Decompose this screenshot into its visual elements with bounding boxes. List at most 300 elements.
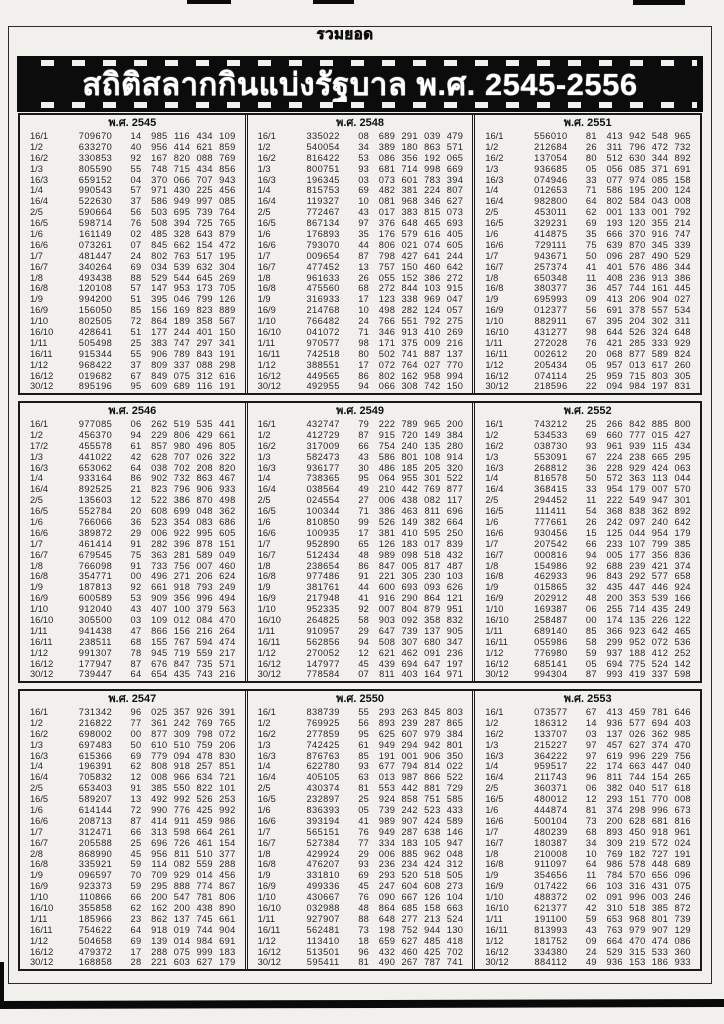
prize-3digit-4: 836 <box>674 549 691 560</box>
prize-2digit: 17 <box>130 946 142 957</box>
prize-3digit-1: 435 <box>606 582 623 593</box>
prize-3digit-4: 418 <box>446 935 464 946</box>
prize-first-6digit: 982800 <box>534 196 568 207</box>
prize-3digit-1: 395 <box>606 316 623 327</box>
prize-3digit-2: 847 <box>173 658 191 669</box>
prize-3digit-3: 947 <box>651 495 669 506</box>
prize-3digit-3: 438 <box>196 903 213 914</box>
prize-3digit-4: 721 <box>219 772 236 783</box>
prize-2digit: 58 <box>585 636 597 647</box>
prize-3digit-3: 084 <box>196 615 213 626</box>
draw-row <box>477 207 698 218</box>
prize-first-6digit: 562481 <box>306 924 340 935</box>
prize-3digit-1: 985 <box>151 131 168 141</box>
prize-3digit-4: 830 <box>219 750 236 761</box>
prize-3digit-4: 498 <box>219 495 236 506</box>
prize-first-6digit: 802505 <box>78 316 113 327</box>
draw-date: 1/11 <box>485 625 503 636</box>
prize-3digit-4: 236 <box>446 647 464 658</box>
prize-3digit-1: 299 <box>606 636 623 647</box>
draw-row <box>250 371 471 382</box>
draw-date: 1/12 <box>30 935 49 946</box>
prize-3digit-4: 385 <box>674 538 691 549</box>
prize-3digit-2: 238 <box>629 451 646 462</box>
prize-3digit-4: 130 <box>446 924 464 935</box>
prize-first-6digit: 202912 <box>534 593 568 604</box>
prize-3digit-3: 017 <box>424 538 441 549</box>
prize-3digit-1: 081 <box>378 196 396 207</box>
prize-3digit-1: 109 <box>151 615 168 626</box>
prize-3digit-1: 311 <box>606 141 623 152</box>
prize-2digit: 56 <box>130 207 142 218</box>
prize-3digit-2: 726 <box>173 837 191 848</box>
prize-2digit: 95 <box>130 381 142 392</box>
prize-3digit-4: 985 <box>674 728 691 739</box>
prize-3digit-3: 743 <box>196 669 213 680</box>
prize-2digit: 71 <box>358 327 370 338</box>
prize-3digit-1: 915 <box>378 429 396 440</box>
draw-row <box>477 957 698 968</box>
prize-3digit-3: 744 <box>196 924 213 935</box>
prize-3digit-2: 292 <box>629 571 646 582</box>
prize-3digit-4: 347 <box>446 636 464 647</box>
draw-row <box>22 240 243 251</box>
prize-3digit-3: 815 <box>424 207 441 218</box>
prize-3digit-2: 156 <box>173 625 191 636</box>
prize-3digit-3: 009 <box>424 337 441 348</box>
draw-row <box>22 371 243 382</box>
prize-2digit: 13 <box>358 261 370 272</box>
draw-date: 1/12 <box>30 359 49 370</box>
prize-3digit-4: 571 <box>446 141 464 152</box>
prize-3digit-2: 539 <box>173 261 191 272</box>
prize-3digit-1: 492 <box>151 794 168 805</box>
prize-3digit-4: 820 <box>219 462 236 473</box>
draw-date: 16/7 <box>30 261 49 272</box>
prize-first-6digit: 312471 <box>78 826 113 837</box>
prize-2digit: 41 <box>358 593 370 604</box>
prize-3digit-1: 961 <box>606 440 623 451</box>
prize-3digit-4: 104 <box>446 892 464 903</box>
draw-row <box>22 957 243 968</box>
prize-3digit-3: 088 <box>196 359 213 370</box>
prize-2digit: 12 <box>130 495 142 506</box>
draw-date: 1/9 <box>485 870 499 881</box>
prize-3digit-1: 457 <box>606 283 623 294</box>
year-header: พ.ศ. 2550 <box>336 693 384 705</box>
prize-2digit: 94 <box>358 381 370 392</box>
prize-3digit-4: 933 <box>219 484 236 495</box>
draw-date: 1/8 <box>485 272 499 283</box>
prize-3digit-4: 272 <box>446 272 464 283</box>
prize-first-6digit: 731342 <box>78 707 113 717</box>
prize-3digit-4: 044 <box>674 473 691 484</box>
prize-first-6digit: 187813 <box>78 582 113 593</box>
draw-row <box>250 957 471 968</box>
prize-first-6digit: 119327 <box>306 196 340 207</box>
prize-first-6digit: 685141 <box>534 658 568 669</box>
prize-3digit-2: 414 <box>173 141 191 152</box>
prize-3digit-3: 105 <box>424 837 441 848</box>
prize-3digit-1: 137 <box>606 728 623 739</box>
prize-3digit-1: 664 <box>606 935 623 946</box>
prize-3digit-4: 301 <box>674 495 691 506</box>
draw-date: 16/3 <box>485 462 504 473</box>
prize-first-6digit: 598714 <box>78 218 113 229</box>
draw-row <box>477 903 698 914</box>
prize-3digit-4: 605 <box>219 527 236 538</box>
prize-3digit-3: 798 <box>196 728 213 739</box>
prize-3digit-3: 769 <box>424 484 441 495</box>
prize-3digit-4: 391 <box>219 707 236 717</box>
prize-2digit: 63 <box>358 772 370 783</box>
prize-3digit-4: 217 <box>219 647 236 658</box>
draw-date: 2/5 <box>30 495 43 506</box>
prize-3digit-4: 073 <box>446 207 464 218</box>
draw-row <box>250 294 471 305</box>
prize-3digit-3: 781 <box>651 707 669 717</box>
prize-3digit-2: 953 <box>173 283 191 294</box>
prize-3digit-2: 316 <box>629 881 646 892</box>
draw-row <box>250 729 471 740</box>
prize-2digit: 29 <box>358 848 370 859</box>
draw-date: 16/12 <box>257 370 281 381</box>
prize-3digit-2: 162 <box>401 370 418 381</box>
prize-3digit-3: 984 <box>196 935 213 946</box>
prize-3digit-4: 691 <box>219 935 236 946</box>
draw-row <box>250 185 471 196</box>
prize-3digit-4: 344 <box>674 261 691 272</box>
draw-date: 1/11 <box>30 337 48 348</box>
prize-3digit-4: 129 <box>674 924 691 935</box>
draw-row <box>250 463 471 474</box>
prize-3digit-1: 272 <box>378 283 396 294</box>
prize-3digit-4: 103 <box>446 571 464 582</box>
year-table-2545 <box>20 115 245 393</box>
prize-3digit-2: 239 <box>629 560 646 571</box>
prize-3digit-4: 146 <box>446 826 464 837</box>
draw-row <box>22 131 243 142</box>
prize-3digit-3: 472 <box>651 141 669 152</box>
prize-3digit-2: 298 <box>629 805 646 816</box>
prize-3digit-3: 572 <box>651 837 669 848</box>
prize-3digit-4: 494 <box>219 593 236 604</box>
draw-date: 1/12 <box>257 935 276 946</box>
prize-3digit-1: 864 <box>151 316 168 327</box>
draw-row <box>250 441 471 452</box>
prize-3digit-2: 949 <box>173 196 191 207</box>
draw-row <box>250 495 471 506</box>
prize-2digit: 59 <box>585 913 597 924</box>
prize-3digit-3: 173 <box>196 283 213 294</box>
prize-3digit-4: 924 <box>674 582 691 593</box>
draw-row <box>250 550 471 561</box>
prize-first-6digit: 330853 <box>78 152 113 163</box>
draw-row <box>250 305 471 316</box>
draw-date: 1/2 <box>30 429 43 440</box>
prize-3digit-3: 135 <box>424 440 441 451</box>
prize-3digit-3: 113 <box>652 473 668 484</box>
prize-3digit-1: 823 <box>151 484 168 495</box>
prize-3digit-1: 909 <box>151 593 168 604</box>
prize-3digit-3: 154 <box>196 239 213 250</box>
prize-2digit: 05 <box>358 805 370 816</box>
prize-2digit: 33 <box>585 174 597 185</box>
prize-2digit: 04 <box>130 174 142 185</box>
draw-date: 2/5 <box>485 783 499 794</box>
draw-date: 1/2 <box>30 717 43 728</box>
prize-3digit-3: 461 <box>196 837 213 848</box>
prize-3digit-1: 064 <box>378 473 396 484</box>
prize-3digit-2: 952 <box>629 636 646 647</box>
prize-3digit-2: 996 <box>629 892 646 903</box>
prize-2digit: 94 <box>130 429 142 440</box>
prize-3digit-1: 954 <box>606 484 623 495</box>
prize-2digit: 29 <box>358 625 370 636</box>
prize-first-6digit: 800751 <box>306 163 340 174</box>
prize-3digit-4: 933 <box>674 957 691 968</box>
draw-row <box>22 539 243 550</box>
draw-row <box>22 838 243 849</box>
prize-2digit: 75 <box>585 239 597 250</box>
prize-first-6digit: 168858 <box>78 957 113 968</box>
prize-3digit-4: 320 <box>446 462 464 473</box>
prize-first-6digit: 110866 <box>79 892 112 903</box>
prize-3digit-3: 421 <box>651 560 669 571</box>
prize-2digit: 28 <box>130 957 142 968</box>
draw-row <box>477 381 698 392</box>
prize-3digit-2: 107 <box>629 538 646 549</box>
prize-2digit: 61 <box>130 440 142 451</box>
prize-3digit-2: 394 <box>173 218 191 229</box>
prize-2digit: 45 <box>358 658 370 669</box>
prize-3digit-2: 720 <box>401 429 418 440</box>
prize-3digit-2: 462 <box>401 647 418 658</box>
prize-3digit-4: 197 <box>446 658 464 669</box>
prize-3digit-2: 739 <box>401 625 418 636</box>
prize-3digit-4: 470 <box>219 615 236 626</box>
prize-2digit: 12 <box>358 647 370 658</box>
draw-date: 16/11 <box>257 924 281 935</box>
prize-2digit: 17 <box>358 527 370 538</box>
title-banner <box>18 57 702 111</box>
prize-3digit-4: 339 <box>674 239 691 250</box>
prize-3digit-3: 665 <box>651 451 669 462</box>
prize-3digit-2: 337 <box>173 359 191 370</box>
prize-3digit-2: 290 <box>401 593 418 604</box>
prize-2digit: 88 <box>358 913 370 924</box>
prize-3digit-3: 638 <box>424 826 441 837</box>
draw-row <box>477 571 698 582</box>
prize-3digit-4: 800 <box>674 419 691 429</box>
draw-date: 1/10 <box>30 604 49 615</box>
prize-2digit: 66 <box>358 440 370 451</box>
draw-row <box>250 131 471 142</box>
prize-3digit-1: 986 <box>606 859 623 870</box>
draw-row <box>477 338 698 349</box>
prize-3digit-4: 049 <box>219 549 236 560</box>
draw-date: 16/1 <box>257 419 276 429</box>
prize-first-6digit: 793070 <box>306 239 340 250</box>
prize-2digit: 91 <box>130 783 142 794</box>
prize-3digit-1: 847 <box>378 560 396 571</box>
prize-3digit-1: 586 <box>606 185 623 196</box>
prize-first-6digit: 633270 <box>78 141 113 152</box>
draw-date: 16/10 <box>257 327 281 338</box>
draw-date: 1/7 <box>485 826 499 837</box>
prize-3digit-2: 153 <box>629 957 646 968</box>
prize-3digit-4: 179 <box>674 527 691 538</box>
prize-2digit: 55 <box>130 348 142 359</box>
draw-date: 1/3 <box>485 451 499 462</box>
prize-3digit-1: 956 <box>151 848 168 859</box>
prize-first-6digit: 876763 <box>306 750 340 761</box>
draw-date: 16/5 <box>485 794 504 805</box>
draw-date: 16/2 <box>30 728 49 739</box>
draw-row <box>477 305 698 316</box>
prize-3digit-1: 993 <box>606 669 623 680</box>
prize-3digit-3: 759 <box>196 739 213 750</box>
draw-date: 1/10 <box>257 316 276 327</box>
prize-2digit: 72 <box>130 805 142 816</box>
prize-2digit: 79 <box>358 419 370 429</box>
draw-row <box>250 805 471 816</box>
prize-3digit-4: 732 <box>674 141 691 152</box>
draw-row <box>22 903 243 914</box>
prize-2digit: 91 <box>130 560 142 571</box>
prize-first-6digit: 754622 <box>78 924 113 935</box>
prize-3digit-3: 301 <box>424 473 441 484</box>
prize-3digit-1: 769 <box>606 848 623 859</box>
prize-3digit-4: 166 <box>674 593 691 604</box>
prize-2digit: 35 <box>585 229 597 240</box>
prize-3digit-1: 902 <box>151 473 168 484</box>
draw-date: 16/10 <box>30 615 54 626</box>
prize-2digit: 85 <box>585 625 597 636</box>
prize-3digit-3: 229 <box>651 750 669 761</box>
prize-3digit-2: 438 <box>401 495 418 506</box>
prize-first-6digit: 590664 <box>78 207 113 218</box>
draw-row <box>477 175 698 186</box>
prize-2digit: 92 <box>585 560 597 571</box>
prize-3digit-1: 502 <box>378 348 396 359</box>
draw-row <box>22 947 243 958</box>
prize-3digit-4: 947 <box>446 837 464 848</box>
prize-first-6digit: 895196 <box>78 381 113 392</box>
prize-3digit-1: 363 <box>151 549 168 560</box>
prize-3digit-3: 448 <box>651 859 669 870</box>
prize-3digit-1: 413 <box>606 131 623 141</box>
prize-2digit: 94 <box>585 549 597 560</box>
draw-row <box>22 251 243 262</box>
draw-row <box>477 229 698 240</box>
draw-date: 1/10 <box>485 316 504 327</box>
prize-2digit: 87 <box>585 669 597 680</box>
prize-2digit: 67 <box>585 451 597 462</box>
prize-3digit-3: 608 <box>424 881 441 892</box>
draw-row <box>477 827 698 838</box>
prize-3digit-1: 125 <box>606 527 623 538</box>
draw-row <box>250 218 471 229</box>
draw-date: 1/10 <box>30 892 49 903</box>
prize-3digit-1: 989 <box>378 549 396 560</box>
prize-3digit-1: 210 <box>378 484 396 495</box>
prize-3digit-3: 870 <box>196 495 213 506</box>
draw-row <box>22 517 243 528</box>
prize-3digit-4: 669 <box>446 163 464 174</box>
prize-3digit-4: 839 <box>446 538 464 549</box>
prize-2digit: 62 <box>585 207 597 218</box>
draw-date: 16/1 <box>257 707 276 717</box>
prize-3digit-2: 307 <box>401 636 418 647</box>
prize-3digit-2: 979 <box>629 924 646 935</box>
draw-row <box>250 707 471 718</box>
prize-2digit: 24 <box>585 946 597 957</box>
draw-row <box>250 360 471 371</box>
draw-date: 16/6 <box>30 527 49 538</box>
draw-date: 16/10 <box>485 615 509 626</box>
prize-first-6digit: 215227 <box>534 739 568 750</box>
draw-date: 2/5 <box>257 783 271 794</box>
prize-2digit: 45 <box>358 881 370 892</box>
prize-2digit: 76 <box>130 218 142 229</box>
prize-3digit-4: 741 <box>446 957 464 968</box>
prize-2digit: 61 <box>358 739 370 750</box>
prize-3digit-3: 424 <box>651 462 669 473</box>
draw-row <box>477 262 698 273</box>
draw-row <box>477 669 698 680</box>
draw-date: 16/9 <box>257 593 276 604</box>
prize-3digit-3: 126 <box>424 892 441 903</box>
draw-row <box>22 914 243 925</box>
draw-date: 1/9 <box>485 294 499 305</box>
prize-2digit: 87 <box>130 658 142 669</box>
prize-3digit-4: 879 <box>219 229 236 240</box>
prize-first-6digit: 208713 <box>78 815 113 826</box>
prize-first-6digit: 205434 <box>534 359 568 370</box>
prize-3digit-3: 557 <box>651 305 669 316</box>
prize-3digit-2: 789 <box>401 419 418 429</box>
prize-2digit: 36 <box>130 517 142 528</box>
draw-row <box>250 561 471 572</box>
prize-3digit-3: 200 <box>651 185 669 196</box>
prize-3digit-4: 200 <box>446 419 464 429</box>
prize-3digit-1: 073 <box>378 174 396 185</box>
prize-2digit: 49 <box>358 484 370 495</box>
prize-2digit: 03 <box>130 615 142 626</box>
prize-2digit: 05 <box>585 658 597 669</box>
prize-3digit-1: 005 <box>606 549 623 560</box>
prize-3digit-2: 794 <box>401 761 418 772</box>
prize-3digit-1: 949 <box>378 739 396 750</box>
prize-3digit-4: 693 <box>446 218 464 229</box>
prize-first-6digit: 595411 <box>306 957 340 968</box>
prize-3digit-1: 282 <box>151 538 168 549</box>
prize-3digit-4: 022 <box>446 761 464 772</box>
prize-3digit-2: 996 <box>629 750 646 761</box>
draw-date: 16/8 <box>485 859 504 870</box>
prize-3digit-4: 275 <box>446 316 464 327</box>
prize-3digit-2: 353 <box>629 593 646 604</box>
draw-date: 16/8 <box>485 283 504 294</box>
prize-3digit-1: 025 <box>151 707 168 717</box>
prize-3digit-3: 811 <box>424 506 441 517</box>
prize-3digit-1: 811 <box>606 772 623 783</box>
prize-3digit-2: 519 <box>173 419 191 429</box>
year-table-2549 <box>245 403 473 681</box>
prize-first-6digit: 133707 <box>534 728 568 739</box>
prize-first-6digit: 111411 <box>535 506 567 517</box>
